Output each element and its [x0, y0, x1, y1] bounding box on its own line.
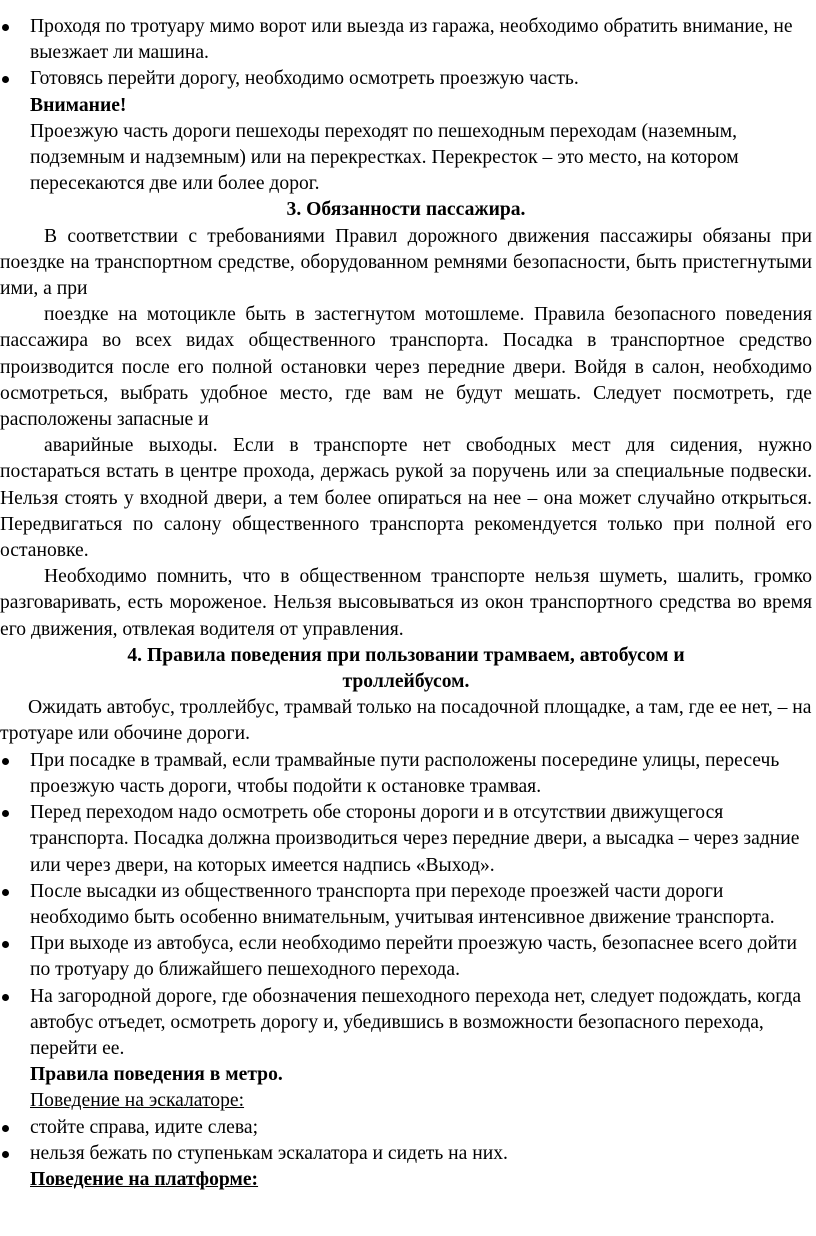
escalator-heading: Поведение на эскалаторе: — [30, 1090, 245, 1112]
section4-title-line2: троллейбусом. — [342, 671, 470, 693]
escalator-list — [0, 1115, 812, 1167]
attention-title: Внимание! — [30, 94, 127, 116]
metro-block — [0, 1062, 812, 1114]
list-item: На загородной дороге, где обозначения пешеходного перехода нет, следует подождать, когда автобус отъедет, осмотреть дорогу и, убедившись в возможности безопасного перехода, перейти ее. — [0, 984, 812, 1063]
list-item: Проходя по тротуару мимо ворот или выезда из гаража, необходимо обратить внимание, не выезжает ли машина. — [0, 14, 812, 66]
attention-text: Проезжую часть дороги пешеходы переходят по пешеходным переходам (наземным, подземным и надземным) или на перекрестках. Перекресток – это место, на котором пересекаются две или более дорог. — [30, 120, 739, 195]
section3-paragraph: поездке на мотоцикле быть в застегнутом мотошлеме. Правила безопасного поведения пассажира во всех видах общественного транспорта. Посадка в транспортное средство производится после его полной остановки через передние двери. Войдя в салон, необходимо осмотреться, выбрать удобное место, где вам не будут мешать. Следует посмотреть, где расположены запасные и — [0, 304, 812, 431]
section3-paragraph: Необходимо помнить, что в общественном транспорте нельзя шуметь, шалить, громко разговаривать, есть мороженое. Нельзя высовываться из окон транспортного средства во время его движения, отвлекая водителя от управления. — [0, 566, 812, 640]
section3-title: 3. Обязанности пассажира. — [286, 199, 526, 221]
metro-title: Правила поведения в метро. — [30, 1064, 283, 1086]
platform-block — [0, 1167, 812, 1193]
list-item: После высадки из общественного транспорта при переходе проезжей части дороги необходимо быть особенно внимательным, учитывая интенсивное движение транспорта. — [0, 879, 812, 931]
section3-paragraph: аварийные выходы. Если в транспорте нет свободных мест для сидения, нужно постараться встать в центре прохода, держась рукой за поручень или за специальные подвески. Нельзя стоять у входной двери, а тем более опираться на нее – она может случайно открыться. Передвигаться по салону общественного транспорта рекомендуется только при полной его остановке. — [0, 435, 812, 562]
list-item: Готовясь перейти дорогу, необходимо осмотреть проезжую часть. — [0, 66, 812, 92]
section4-bullet-list — [0, 748, 812, 1062]
platform-heading: Поведение на платформе: — [30, 1168, 259, 1190]
section3-paragraph: В соответствии с требованиями Правил дорожного движения пассажиры обязаны при поездке на транспортном средстве, оборудованном ремнями безопасности, быть пристегнутыми ими, а при — [0, 225, 812, 300]
section4-title-line1: 4. Правила поведения при пользовании трамваем, автобусом и — [127, 644, 685, 666]
list-item: Перед переходом надо осмотреть обе стороны дороги и в отсутствии движущегося транспорта. Посадка должна производиться через передние двери, а высадка – через задние или через двери, на которых имеется надпись «Выход». — [0, 800, 812, 879]
list-item: При выходе из автобуса, если необходимо перейти проезжую часть, безопаснее всего дойти по тротуару до ближайшего пешеходного перехода. — [0, 931, 812, 983]
list-item: нельзя бежать по ступенькам эскалатора и сидеть на них. — [0, 1141, 812, 1167]
list-item: При посадке в трамвай, если трамвайные пути расположены посередине улицы, пересечь проезжую часть дороги, чтобы подойти к остановке трамвая. — [0, 748, 812, 800]
top-bullet-list — [0, 14, 812, 93]
attention-block — [0, 93, 812, 198]
section4-intro: Ожидать автобус, троллейбус, трамвай только на посадочной площадке, а там, где ее нет, – на тротуаре или обочине дороги. — [0, 697, 812, 745]
list-item: стойте справа, идите слева; — [0, 1115, 812, 1141]
